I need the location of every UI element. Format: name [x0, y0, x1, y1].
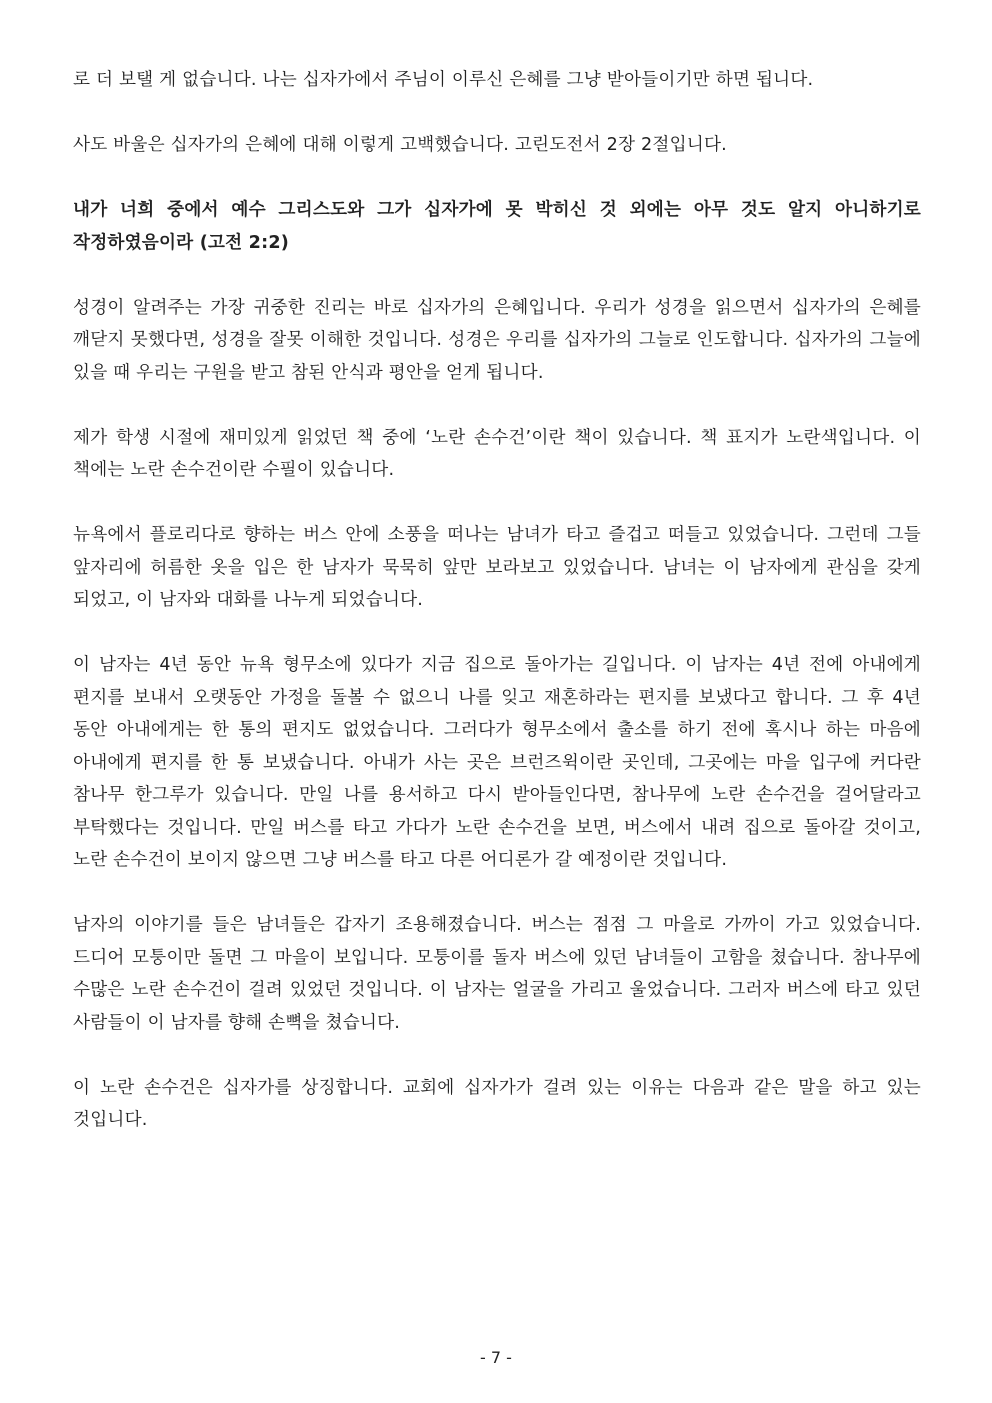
- paragraph-6: 뉴욕에서 플로리다로 향하는 버스 안에 소풍을 떠나는 남녀가 타고 즐겁고 떠들고 있었습니다. 그런데 그들 앞자리에 허름한 옷을 입은 한 남자가 묵묵히 앞만 보라보고 있었습니다. 남녀는 이 남자에게 관심을 갖게 되었고, 이 남자와 대화를 나누게 되었습니다.: [73, 525, 921, 610]
- paragraph-1: 로 더 보탤 게 없습니다. 나는 십자가에서 주님이 이루신 은혜를 그냥 받아들이기만 하면 됩니다.: [73, 70, 814, 90]
- paragraph-7: 이 남자는 4년 동안 뉴욕 형무소에 있다가 지금 집으로 돌아가는 길입니다. 이 남자는 4년 전에 아내에게 편지를 보내서 오랫동안 가정을 돌볼 수 없으니 나를 잊고 재혼하라는 편지를 보냈다고 합니다. 그 후 4년 동안 아내에게는 한 통의 편지도 없었습니다. 그러다가 형무소에서 출소를 하기 전에 혹시나 하는 마음에 아내에게 편지를 한 통 보냈습니다. 아내가 사는 곳은 브런즈윅이란 곳인데, 그곳에는 마을 입구에 커다란 참나무 한그루가 있습니다. 만일 나를 용서하고 다시 받아들인다면, 참나무에 노란 손수건을 걸어달라고 부탁했다는 것입니다. 만일 버스를 타고 가다가 노란 손수건을 보면, 버스에서 내려 집으로 돌아갈 것이고, 노란 손수건이 보이지 않으면 그냥 버스를 타고 다른 어디론가 갈 예정이란 것입니다.: [73, 655, 921, 870]
- paragraph-5: 제가 학생 시절에 재미있게 읽었던 책 중에 ‘노란 손수건’이란 책이 있습니다. 책 표지가 노란색입니다. 이 책에는 노란 손수건이란 수필이 있습니다.: [73, 427, 921, 480]
- scripture-quote: 내가 너희 중에서 예수 그리스도와 그가 십자가에 못 박히신 것 외에는 아무 것도 알지 아니하기로 작정하였음이라 (고전 2:2): [73, 200, 921, 253]
- paragraph-9: 이 노란 손수건은 십자가를 상징합니다. 교회에 십자가가 걸려 있는 이유는 다음과 같은 말을 하고 있는 것입니다.: [73, 1077, 921, 1130]
- paragraph-2: 사도 바울은 십자가의 은혜에 대해 이렇게 고백했습니다. 고린도전서 2장 2절입니다.: [73, 135, 727, 155]
- page-number: - 7 -: [480, 1348, 512, 1367]
- paragraph-4: 성경이 알려주는 가장 귀중한 진리는 바로 십자가의 은혜입니다. 우리가 성경을 읽으면서 십자가의 은혜를 깨닫지 못했다면, 성경을 잘못 이해한 것입니다. 성경은 우리를 십자가의 그늘로 인도합니다. 십자가의 그늘에 있을 때 우리는 구원을 받고 참된 안식과 평안을 얻게 됩니다.: [73, 297, 921, 383]
- page-body: [73, 64, 921, 1169]
- paragraph-8: 남자의 이야기를 들은 남녀들은 갑자기 조용해졌습니다. 버스는 점점 그 마을로 가까이 가고 있었습니다. 드디어 모퉁이만 돌면 그 마을이 보입니다. 모퉁이를 돌자 버스에 있던 남녀들이 고함을 쳤습니다. 참나무에 수많은 노란 손수건이 걸려 있었던 것입니다. 이 남자는 얼굴을 가리고 울었습니다. 그러자 버스에 타고 있던 사람들이 이 남자를 향해 손뼉을 쳤습니다.: [73, 915, 921, 1033]
